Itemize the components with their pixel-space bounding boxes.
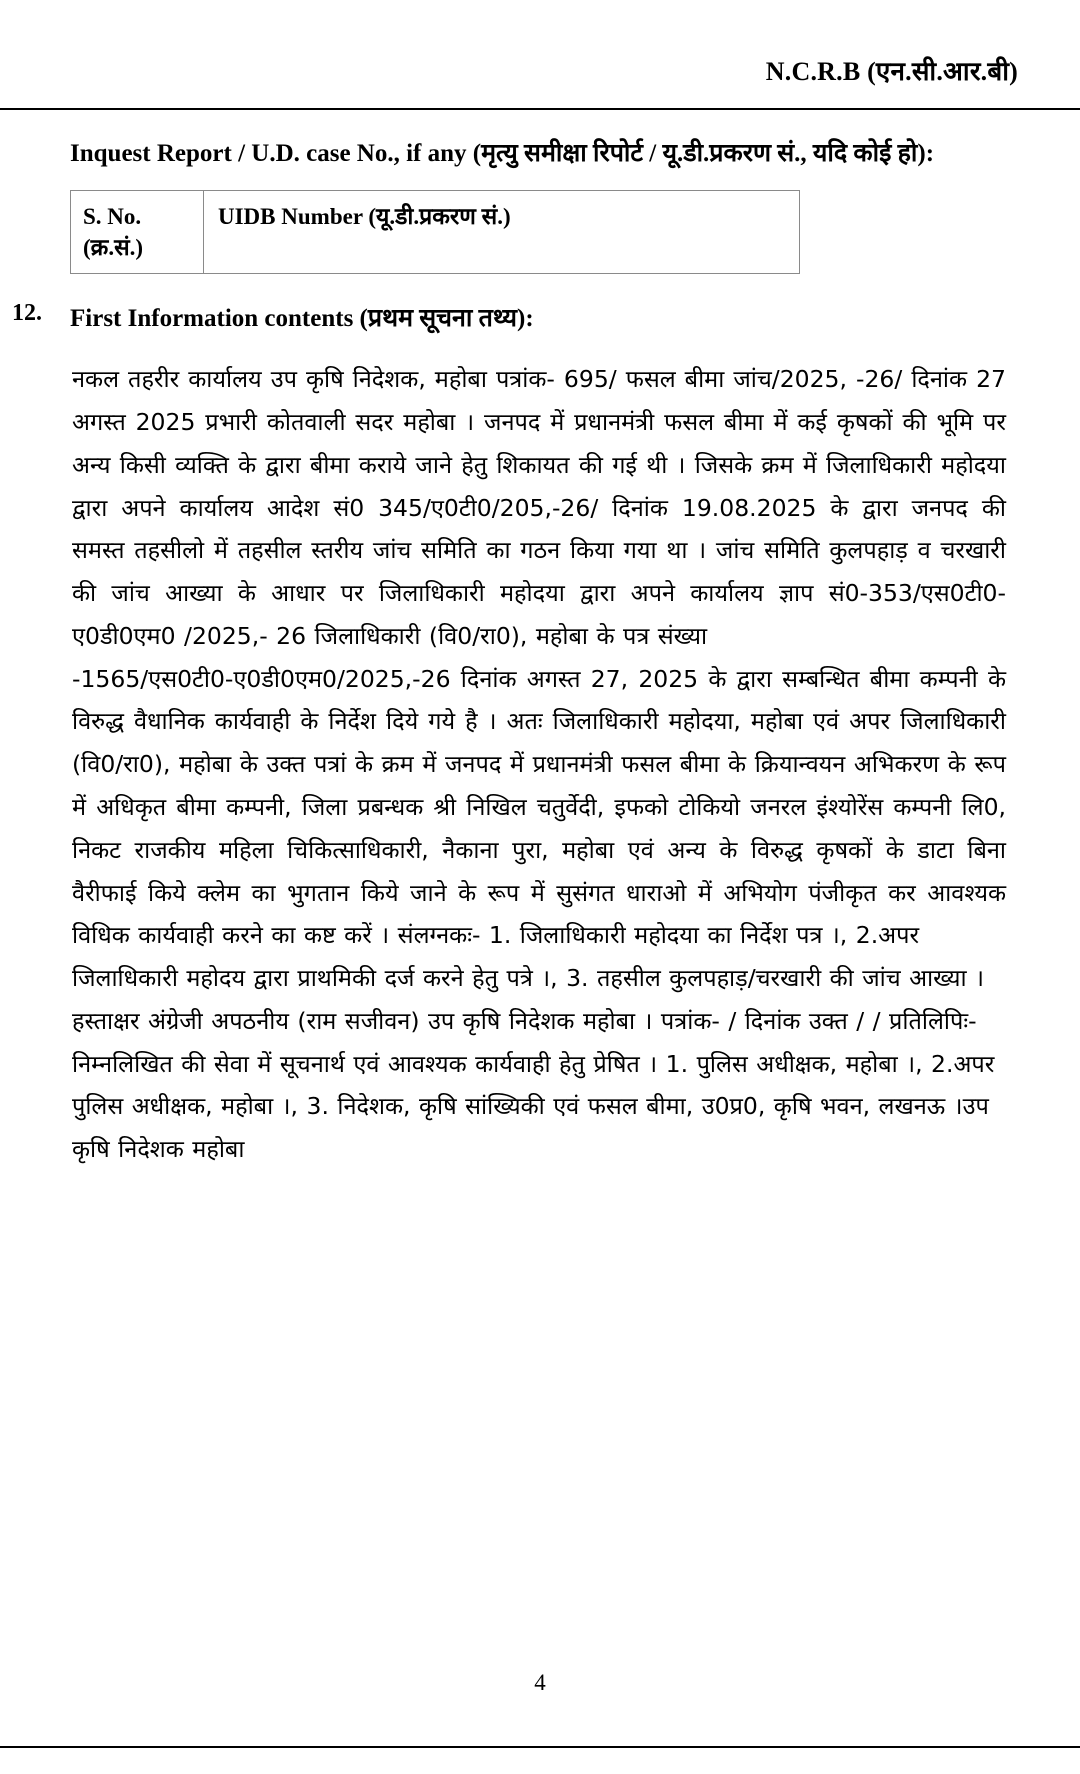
inquest-report-heading: Inquest Report / U.D. case No., if any (मृत्यु समीक्षा रिपोर्ट / यू.डी.प्रकरण सं., यदि कोई हो): bbox=[70, 140, 935, 167]
item-number: 12. bbox=[12, 300, 42, 327]
table-row bbox=[71, 191, 800, 274]
document-content bbox=[0, 136, 1080, 1171]
ncrb-title: N.C.R.B (एन.सी.आर.बी) bbox=[765, 57, 1018, 86]
fir-paragraph: नकल तहरीर कार्यालय उप कृषि निदेशक, महोबा पत्रांक- 695/ फसल बीमा जांच/2025, -26/ दिनांक 27 अगस्त 2025 प्रभारी कोतवाली सदर महोबा । जनपद में प्रधानमंत्री फसल बीमा में कई कृषकों की भूमि पर अन्य किसी व्यक्ति के द्वारा बीमा कराये जाने हेतु शिकायत की गई थी । जिसके क्रम में जिलाधिकारी महोदया द्वारा अपने कार्यालय आदेश सं0 345/ए0टी0/205,-26/ दिनांक 19.08.2025 के द्वारा जनपद की समस्त तहसीलो में तहसील स्तरीय जांच समिति का गठन किया गया था । जांच समिति कुलपहाड़ व चरखारी की जांच आख्या के आधार पर जिलाधिकारी महोदया द्वारा अपने कार्यालय ज्ञाप सं0-353/एस0टी0- ए0डी0एम0 /2025,- 26 जिलाधिकारी (वि0/रा0), महोबा के पत्र संख्या bbox=[72, 365, 1006, 650]
column-header-uidb-number: UIDB Number (यू.डी.प्रकरण सं.) bbox=[204, 191, 800, 274]
header-divider bbox=[0, 108, 1080, 110]
fir-contents-body bbox=[72, 358, 1006, 1171]
page-number: 4 bbox=[534, 1670, 546, 1695]
item-title: First Information contents (प्रथम सूचना तथ्य): bbox=[70, 305, 534, 333]
uidb-table bbox=[70, 190, 800, 274]
fir-paragraph: -1565/एस0टी0-ए0डी0एम0/2025,-26 दिनांक अगस्त 27, 2025 के द्वारा सम्बन्धित बीमा कम्पनी के विरुद्ध वैधानिक कार्यवाही के निर्देश दिये गये है । अतः जिलाधिकारी महोदया, महोबा एवं अपर जिलाधिकारी (वि0/रा0), महोबा के उक्त पत्रां के क्रम में जनपद में प्रधानमंत्री फसल बीमा के क्रियान्वयन अभिकरण के रूप में अधिकृत बीमा कम्पनी, जिला प्रबन्धक श्री निखिल चतुर्वेदी, इफको टोकियो जनरल इंश्योरेंस कम्पनी लि0, निकट राजकीय महिला चिकित्साधिकारी, नैकाना पुरा, महोबा एवं अन्य के विरुद्ध कृषकों के डाटा बिना वैरीफाई किये क्लेम का भुगतान किये जाने के रूप में सुसंगत धाराओ में अभियोग पंजीकृत कर आवश्यक विधिक कार्यवाही करने का कष्ट करें । संलग्नकः- 1. जिलाधिकारी महोदया का निर्देश पत्र ।, 2.अपर bbox=[72, 664, 1006, 950]
fir-paragraph: निम्नलिखित की सेवा में सूचनार्थ एवं आवश्यक कार्यवाही हेतु प्रेषित । 1. पुलिस अधीक्षक, महोबा ।, 2.अपर पुलिस अधीक्षक, महोबा ।, 3. निदेशक, कृषि सांख्यिकी एवं फसल बीमा, उ0प्र0, कृषि भवन, लखनऊ ।उप कृषि निदेशक महोबा bbox=[72, 1049, 995, 1164]
page-header bbox=[0, 0, 1080, 98]
column-header-serial-number: S. No. (क्र.सं.) bbox=[71, 191, 204, 274]
footer-divider bbox=[0, 1746, 1080, 1748]
first-information-contents-section bbox=[12, 300, 1022, 334]
fir-paragraph: जिलाधिकारी महोदय द्वारा प्राथमिकी दर्ज करने हेतु पत्रे ।, 3. तहसील कुलपहाड़/चरखारी की जांच आख्या । हस्ताक्षर अंग्रेजी अपठनीय (राम सजीवन) उप कृषि निदेशक महोबा । पत्रांक- / दिनांक उक्त / / प्रतिलिपिः- bbox=[72, 964, 985, 1035]
